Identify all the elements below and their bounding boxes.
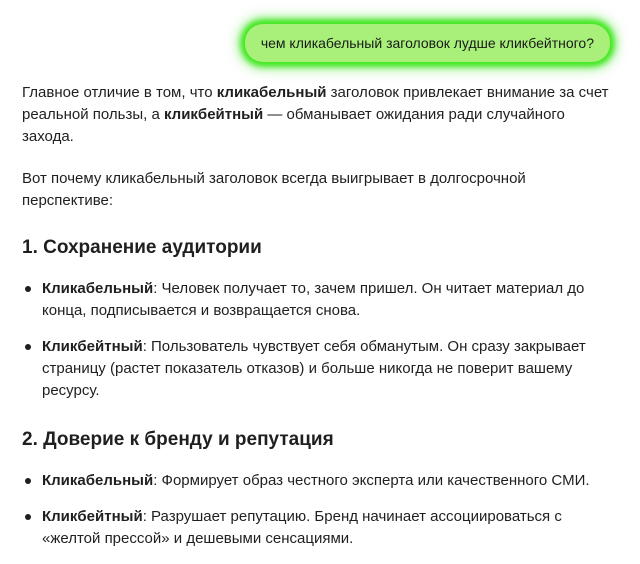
- list-item-text: : Пользователь чувствует себя обманутым. Он сразу закрывает страницу (растет показатель отказов) и больше никогда не поверит вашему ресурсу.: [42, 338, 586, 399]
- list-item: [22, 470, 618, 492]
- bullet-dot: [25, 514, 31, 520]
- intro-text-1: Главное отличие в том, что: [22, 84, 217, 101]
- section-title-trust: 2. Доверие к бренду и репутация: [22, 429, 334, 450]
- list-item-term: Кликабельный: [42, 280, 154, 297]
- list-item-text: : Человек получает то, зачем пришел. Он читает материал до конца, подписывается и возвращается снова.: [42, 280, 585, 319]
- section-list-audience: [22, 278, 618, 402]
- intro-text-3: — обманывает ожидания ради случайного захода.: [22, 106, 565, 145]
- list-item-term: Кликабельный: [42, 472, 154, 489]
- list-item: [22, 336, 618, 402]
- list-item: [22, 506, 618, 550]
- list-item-term: Кликбейтный: [42, 508, 143, 525]
- assistant-answer: [22, 82, 618, 564]
- user-message-bubble: чем кликабельный заголовок лудше кликбейтного?: [245, 24, 610, 62]
- bullet-dot: [25, 286, 31, 292]
- list-item-text: : Разрушает репутацию. Бренд начинает ассоциироваться с «желтой прессой» и дешевыми сенсациями.: [42, 508, 562, 547]
- list-item: [22, 278, 618, 322]
- bullet-dot: [25, 478, 31, 484]
- bullet-dot: [25, 344, 31, 350]
- answer-lead-paragraph: Вот почему кликабельный заголовок всегда выигрывает в долгосрочной перспективе:: [22, 170, 526, 209]
- intro-bold-clickable: кликабельный: [216, 84, 327, 101]
- list-item-text: : Формирует образ честного эксперта или качественного СМИ.: [153, 472, 590, 489]
- intro-text-2: заголовок привлекает внимание за счет реальной пользы, а: [22, 84, 609, 123]
- list-item-term: Кликбейтный: [42, 338, 143, 355]
- answer-intro-paragraph: [22, 82, 618, 148]
- section-list-trust: [22, 470, 618, 550]
- intro-bold-clickbait: кликбейтный: [163, 106, 264, 123]
- section-title-audience: 1. Сохранение аудитории: [22, 237, 262, 258]
- user-message-row: [245, 24, 610, 62]
